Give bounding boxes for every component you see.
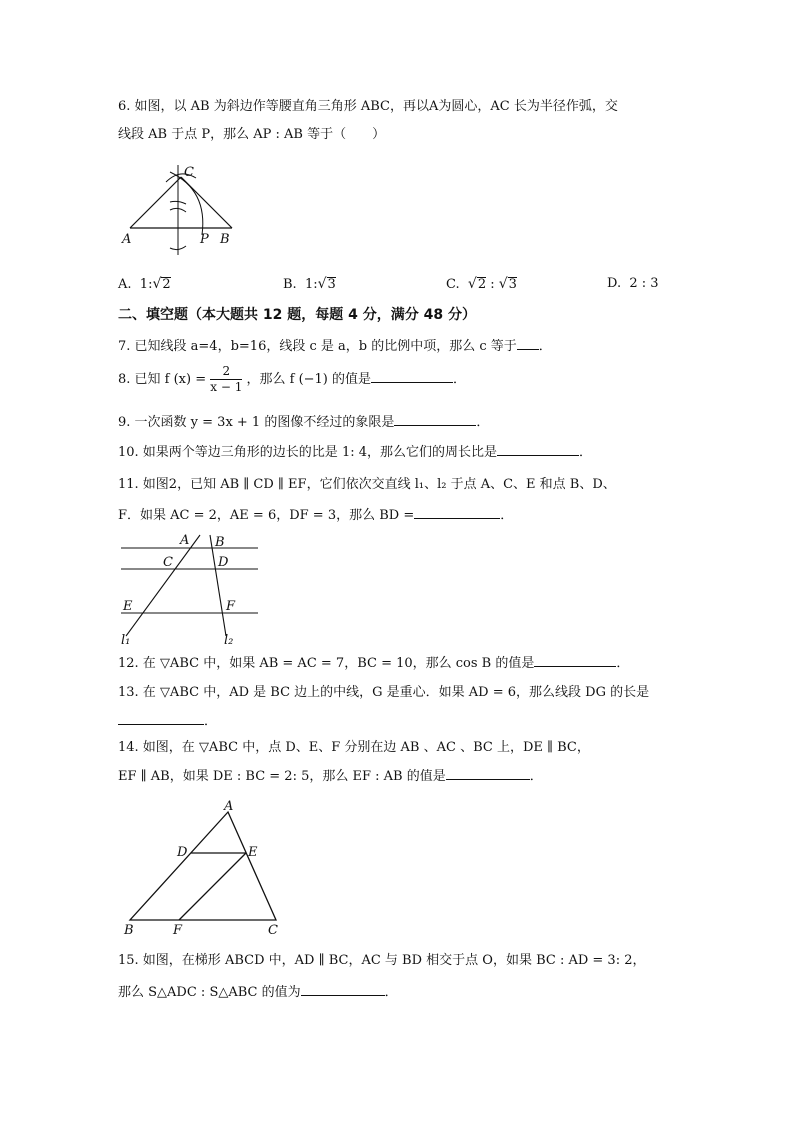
q15-line2: 那么 S△ADC : S△ABC 的值为 ． <box>118 985 398 1000</box>
q11-label-d: D <box>218 555 229 570</box>
q6-figure <box>118 160 243 260</box>
q14-line1: 14. 如图，在 ▽ABC 中，点 D、E、F 分别在边 AB 、AC 、BC 上，DE ∥ BC， <box>118 740 590 755</box>
q14-label-e: E <box>248 845 258 860</box>
q9: 9. 一次函数 y = 3x + 1 的图像不经过的象限是 ． <box>118 415 490 430</box>
q7: 7. 已知线段 a=4，b=16，线段 c 是 a，b 的比例中项，那么 c 等于 ． <box>118 339 552 354</box>
q8: 8. 已知 f (x) = $\frac{2}{x - 1}$ ，那么 f (−1) 的值是 ． <box>118 364 467 394</box>
q6-label-p: P <box>200 232 209 247</box>
q13-line2: ． <box>118 712 217 731</box>
q11-label-e: E <box>123 599 133 614</box>
choice-a: A. 1:√2 <box>118 276 171 292</box>
q11-line1: 11. 如图2，已知 AB ∥ CD ∥ EF，它们依次交直线 l₁、l₂ 于点 A、C、E 和点 B、D、 <box>118 477 616 492</box>
q14-label-f: F <box>173 923 183 938</box>
q15-line1: 15. 如图，在梯形 ABCD 中，AD ∥ BC，AC 与 BD 相交于点 O，如果 BC : AD = 3: 2， <box>118 953 646 968</box>
choice-d: D. 2 : 3 <box>607 276 659 291</box>
q6-label-c: C <box>184 165 194 180</box>
q14-figure <box>118 796 288 938</box>
q11-label-c: C <box>163 555 173 570</box>
q11-label-a: A <box>180 533 190 548</box>
choice-b: B. 1:√3 <box>283 276 336 292</box>
q14-line2: EF ∥ AB，如果 DE : BC = 2: 5，那么 EF : AB 的值是 ． <box>118 769 543 784</box>
q11-label-b: B <box>215 535 225 550</box>
q11-label-l2: l₂ <box>224 633 234 648</box>
section-title: 二、填空题（本大题共 12 题，每题 4 分，满分 48 分） <box>118 307 476 323</box>
q10: 10. 如果两个等边三角形的边长的比是 1: 4，那么它们的周长比是 ． <box>118 445 593 460</box>
choice-c: C. √2 : √3 <box>446 276 517 292</box>
q14-label-d: D <box>177 845 188 860</box>
q13-line1: 13. 在 ▽ABC 中，AD 是 BC 边上的中线，G 是重心．如果 AD = 6，那么线段 DG 的长是 <box>118 685 650 700</box>
q11-figure <box>118 530 263 648</box>
q14-label-a: A <box>224 799 234 814</box>
q6-label-a: A <box>122 232 132 247</box>
q8-fraction: $\frac{2}{x - 1}$ <box>210 364 243 394</box>
q6-line2: 线段 AB 于点 P，那么 AP : AB 等于（ ） <box>118 127 386 142</box>
q11-line2: F．如果 AC = 2，AE = 6，DF = 3，那么 BD = ． <box>118 508 514 523</box>
q14-label-c: C <box>268 923 278 938</box>
q11-label-l1: l₁ <box>121 633 131 648</box>
q11-label-f: F <box>226 599 236 614</box>
q12: 12. 在 ▽ABC 中，如果 AB = AC = 7，BC = 10，那么 cos B 的值是 ． <box>118 656 630 671</box>
q14-label-b: B <box>124 923 134 938</box>
q6-line1: 6. 如图，以 AB 为斜边作等腰直角三角形 ABC，再以A为圆心，AC 长为半径作弧，交 <box>118 99 618 114</box>
q6-label-b: B <box>220 232 230 247</box>
